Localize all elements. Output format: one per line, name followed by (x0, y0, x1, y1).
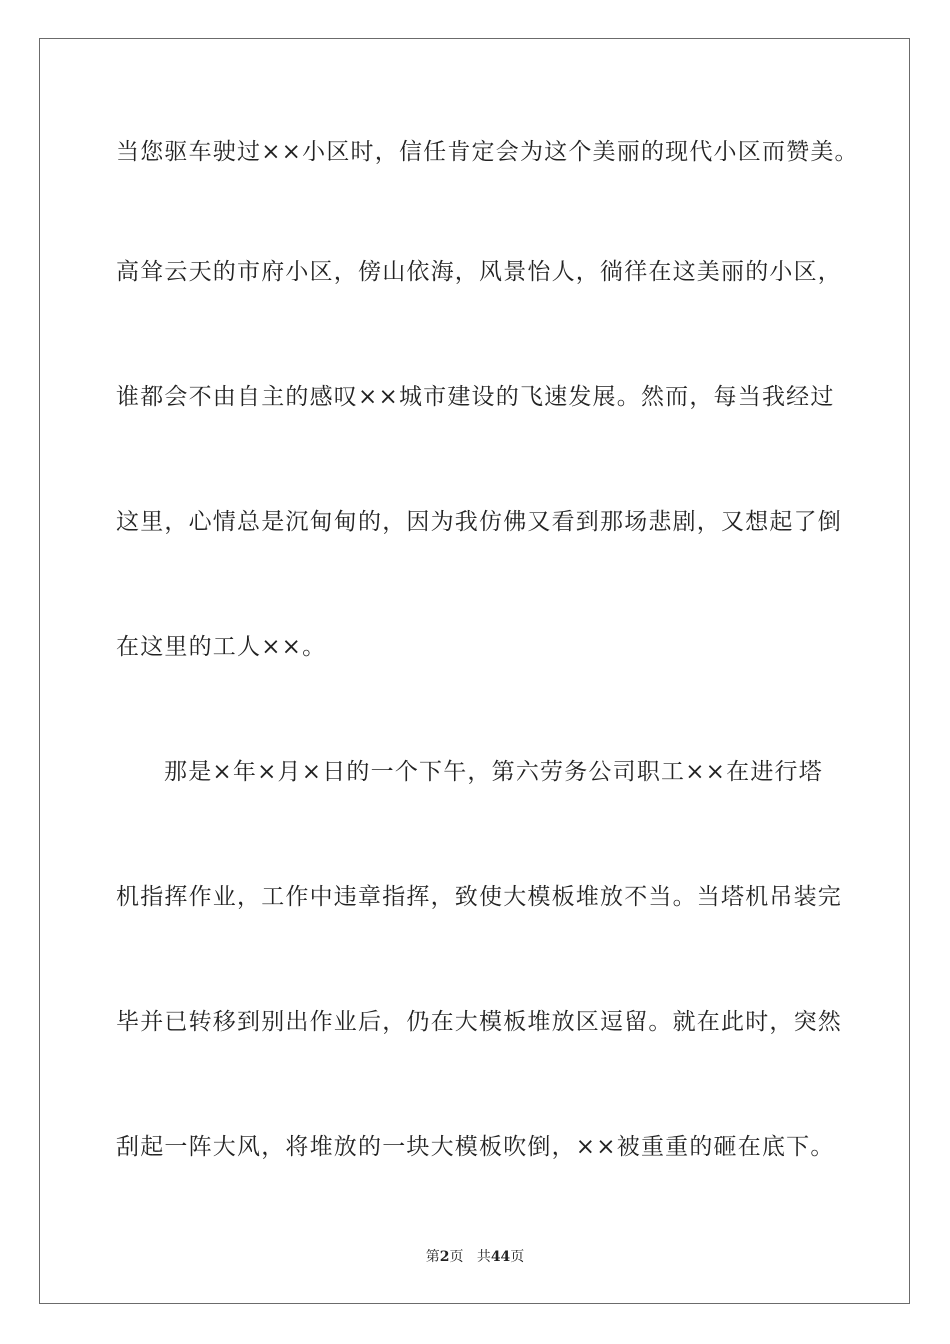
page-footer (0, 1247, 950, 1267)
page-border (39, 38, 910, 1304)
text-line-9: 刮起一阵大风，将堆放的一块大模板吹倒，××被重重的砸在底下。 (116, 1134, 835, 1160)
text-line-4: 这里，心情总是沉甸甸的，因为我仿佛又看到那场悲剧，又想起了倒 (116, 509, 842, 535)
page-suffix: 页 (449, 1249, 464, 1265)
total-pages: 44 (490, 1249, 511, 1265)
total-prefix: 共 (476, 1249, 491, 1265)
page-number: 2 (439, 1249, 450, 1265)
text-line-2: 高耸云天的市府小区，傍山依海，风景怡人，徜徉在这美丽的小区， (116, 259, 842, 285)
page-prefix: 第 (425, 1249, 440, 1265)
total-suffix: 页 (510, 1249, 525, 1265)
text-line-6: 那是×年×月×日的一个下午，第六劳务公司职工××在进行塔 (164, 759, 823, 785)
text-line-5: 在这里的工人××。 (116, 634, 327, 660)
text-line-7: 机指挥作业，工作中违章指挥，致使大模板堆放不当。当塔机吊装完 (116, 884, 842, 910)
text-line-3: 谁都会不由自主的感叹××城市建设的飞速发展。然而，每当我经过 (116, 384, 835, 410)
text-line-8: 毕并已转移到别出作业后，仍在大模板堆放区逗留。就在此时，突然 (116, 1009, 842, 1035)
text-line-1: 当您驱车驶过××小区时，信任肯定会为这个美丽的现代小区而赞美。 (116, 139, 859, 165)
